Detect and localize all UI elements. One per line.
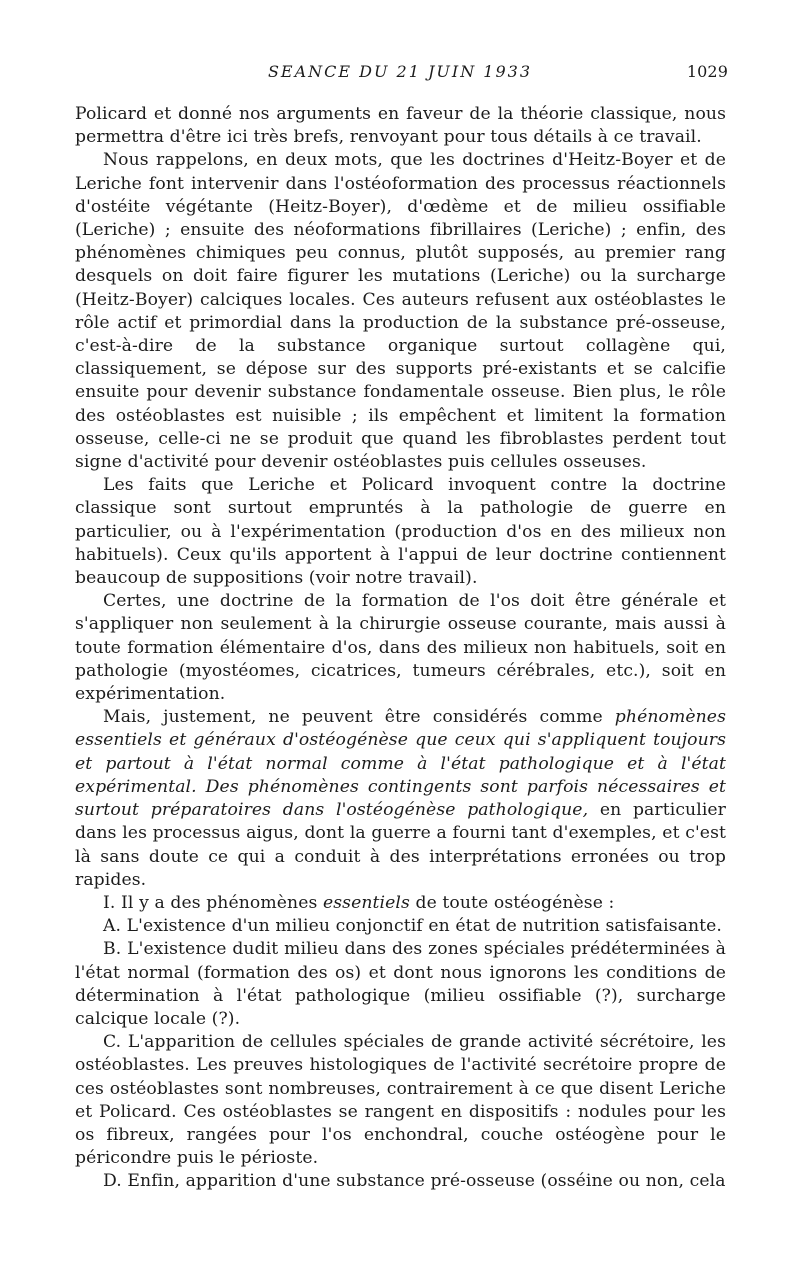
mais-italic: phénomènes essentiels et généraux d'ostéogénèse que ceux qui s'appliquent toujours et partout à l'état normal comme à l'état pathologique et à l'état expérimental. Des phénomènes contingents sont parfois nécessaires et surtout préparatoires dans l'ostéogénèse pathologique,	[75, 707, 726, 821]
item-I-italic: essentiels	[322, 892, 410, 913]
running-head: SEANCE DU 21 JUIN 1933	[267, 62, 533, 81]
mais-lead: Mais, justement, ne peuvent être considérés comme	[103, 707, 615, 728]
item-A: A. L'existence d'un milieu conjonctif en état de nutrition satisfaisante.	[103, 916, 722, 937]
mais-tail: en particulier dans les processus aigus, dont la guerre a fourni tant d'exemples, et c'est là sans doute ce qui a conduit à des interprétations erronées ou trop rapides.	[75, 800, 726, 890]
paragraph: Policard et donné nos arguments en faveur de la théorie classique, nous permettra d'être ici très brefs, renvoyant pour tous détails à ce travail.	[75, 104, 726, 148]
item-B: B. L'existence dudit milieu dans des zones spéciales prédéterminées à l'état normal (formation des os) et dont nous ignorons les conditions de détermination à l'état pathologique (milieu ossifiable (?), surcharge calcique locale (?).	[75, 939, 726, 1029]
paragraph: Certes, une doctrine de la formation de l'os doit être générale et s'appliquer non seulement à la chirurgie osseuse courante, mais aussi à toute formation élémentaire d'os, dans des milieux non habituels, soit en pathologie (myostéomes, cicatrices, tumeurs cérébrales, etc.), soit en expérimentation.	[75, 591, 726, 705]
paragraph-mais	[75, 706, 726, 892]
paragraph: Les faits que Leriche et Policard invoquent contre la doctrine classique sont surtout empruntés à la pathologie de guerre en particulier, ou à l'expérimentation (production d'os en des milieux non habituels). Ceux qu'ils apportent à l'appui de leur doctrine contiennent beaucoup de suppositions (voir notre travail).	[75, 475, 726, 589]
page-header	[0, 62, 800, 86]
item-D: D. Enfin, apparition d'une substance pré-osseuse (osséine ou non, cela	[103, 1171, 726, 1192]
page-number: 1029	[686, 62, 728, 81]
item-C: C. L'apparition de cellules spéciales de grande activité sécrétoire, les ostéoblastes. Les preuves histologiques de l'activité secrétoire propre de ces ostéoblastes sont nombreuses, contrairement à ce que disent Leriche et Policard. Ces ostéoblastes se rangent en dispositifs : nodules pour les os fibreux, rangées pour l'os enchondral, couche ostéogène pour le péricondre puis le périoste.	[75, 1032, 726, 1169]
item-I	[75, 892, 726, 915]
item-I-lead: I. Il y a des phénomènes	[103, 892, 323, 913]
paragraph: Nous rappelons, en deux mots, que les doctrines d'Heitz-Boyer et de Leriche font intervenir dans l'ostéoformation des processus réactionnels d'ostéite végétante (Heitz-Boyer), d'œdème et de milieu ossifiable (Leriche) ; ensuite des néoformations fibrillaires (Leriche) ; enfin, des phénomènes chimiques peu connus, plutôt supposés, au premier rang desquels on doit faire figurer les mutations (Leriche) ou la surcharge (Heitz-Boyer) calciques locales. Ces auteurs refusent aux ostéoblastes le rôle actif et primordial dans la production de la substance pré-osseuse, c'est-à-dire de la substance organique surtout collagène qui, classiquement, se dépose sur des supports pré-existants et se calcifie ensuite pour devenir substance fondamentale osseuse. Bien plus, le rôle des ostéoblastes est nuisible ; ils empêchent et limitent la formation osseuse, celle-ci ne se produit que quand les fibroblastes perdent tout signe d'activité pour devenir ostéoblastes puis cellules osseuses.	[75, 150, 726, 473]
item-I-tail: de toute ostéogénèse :	[409, 892, 615, 913]
body-text	[75, 103, 726, 1194]
